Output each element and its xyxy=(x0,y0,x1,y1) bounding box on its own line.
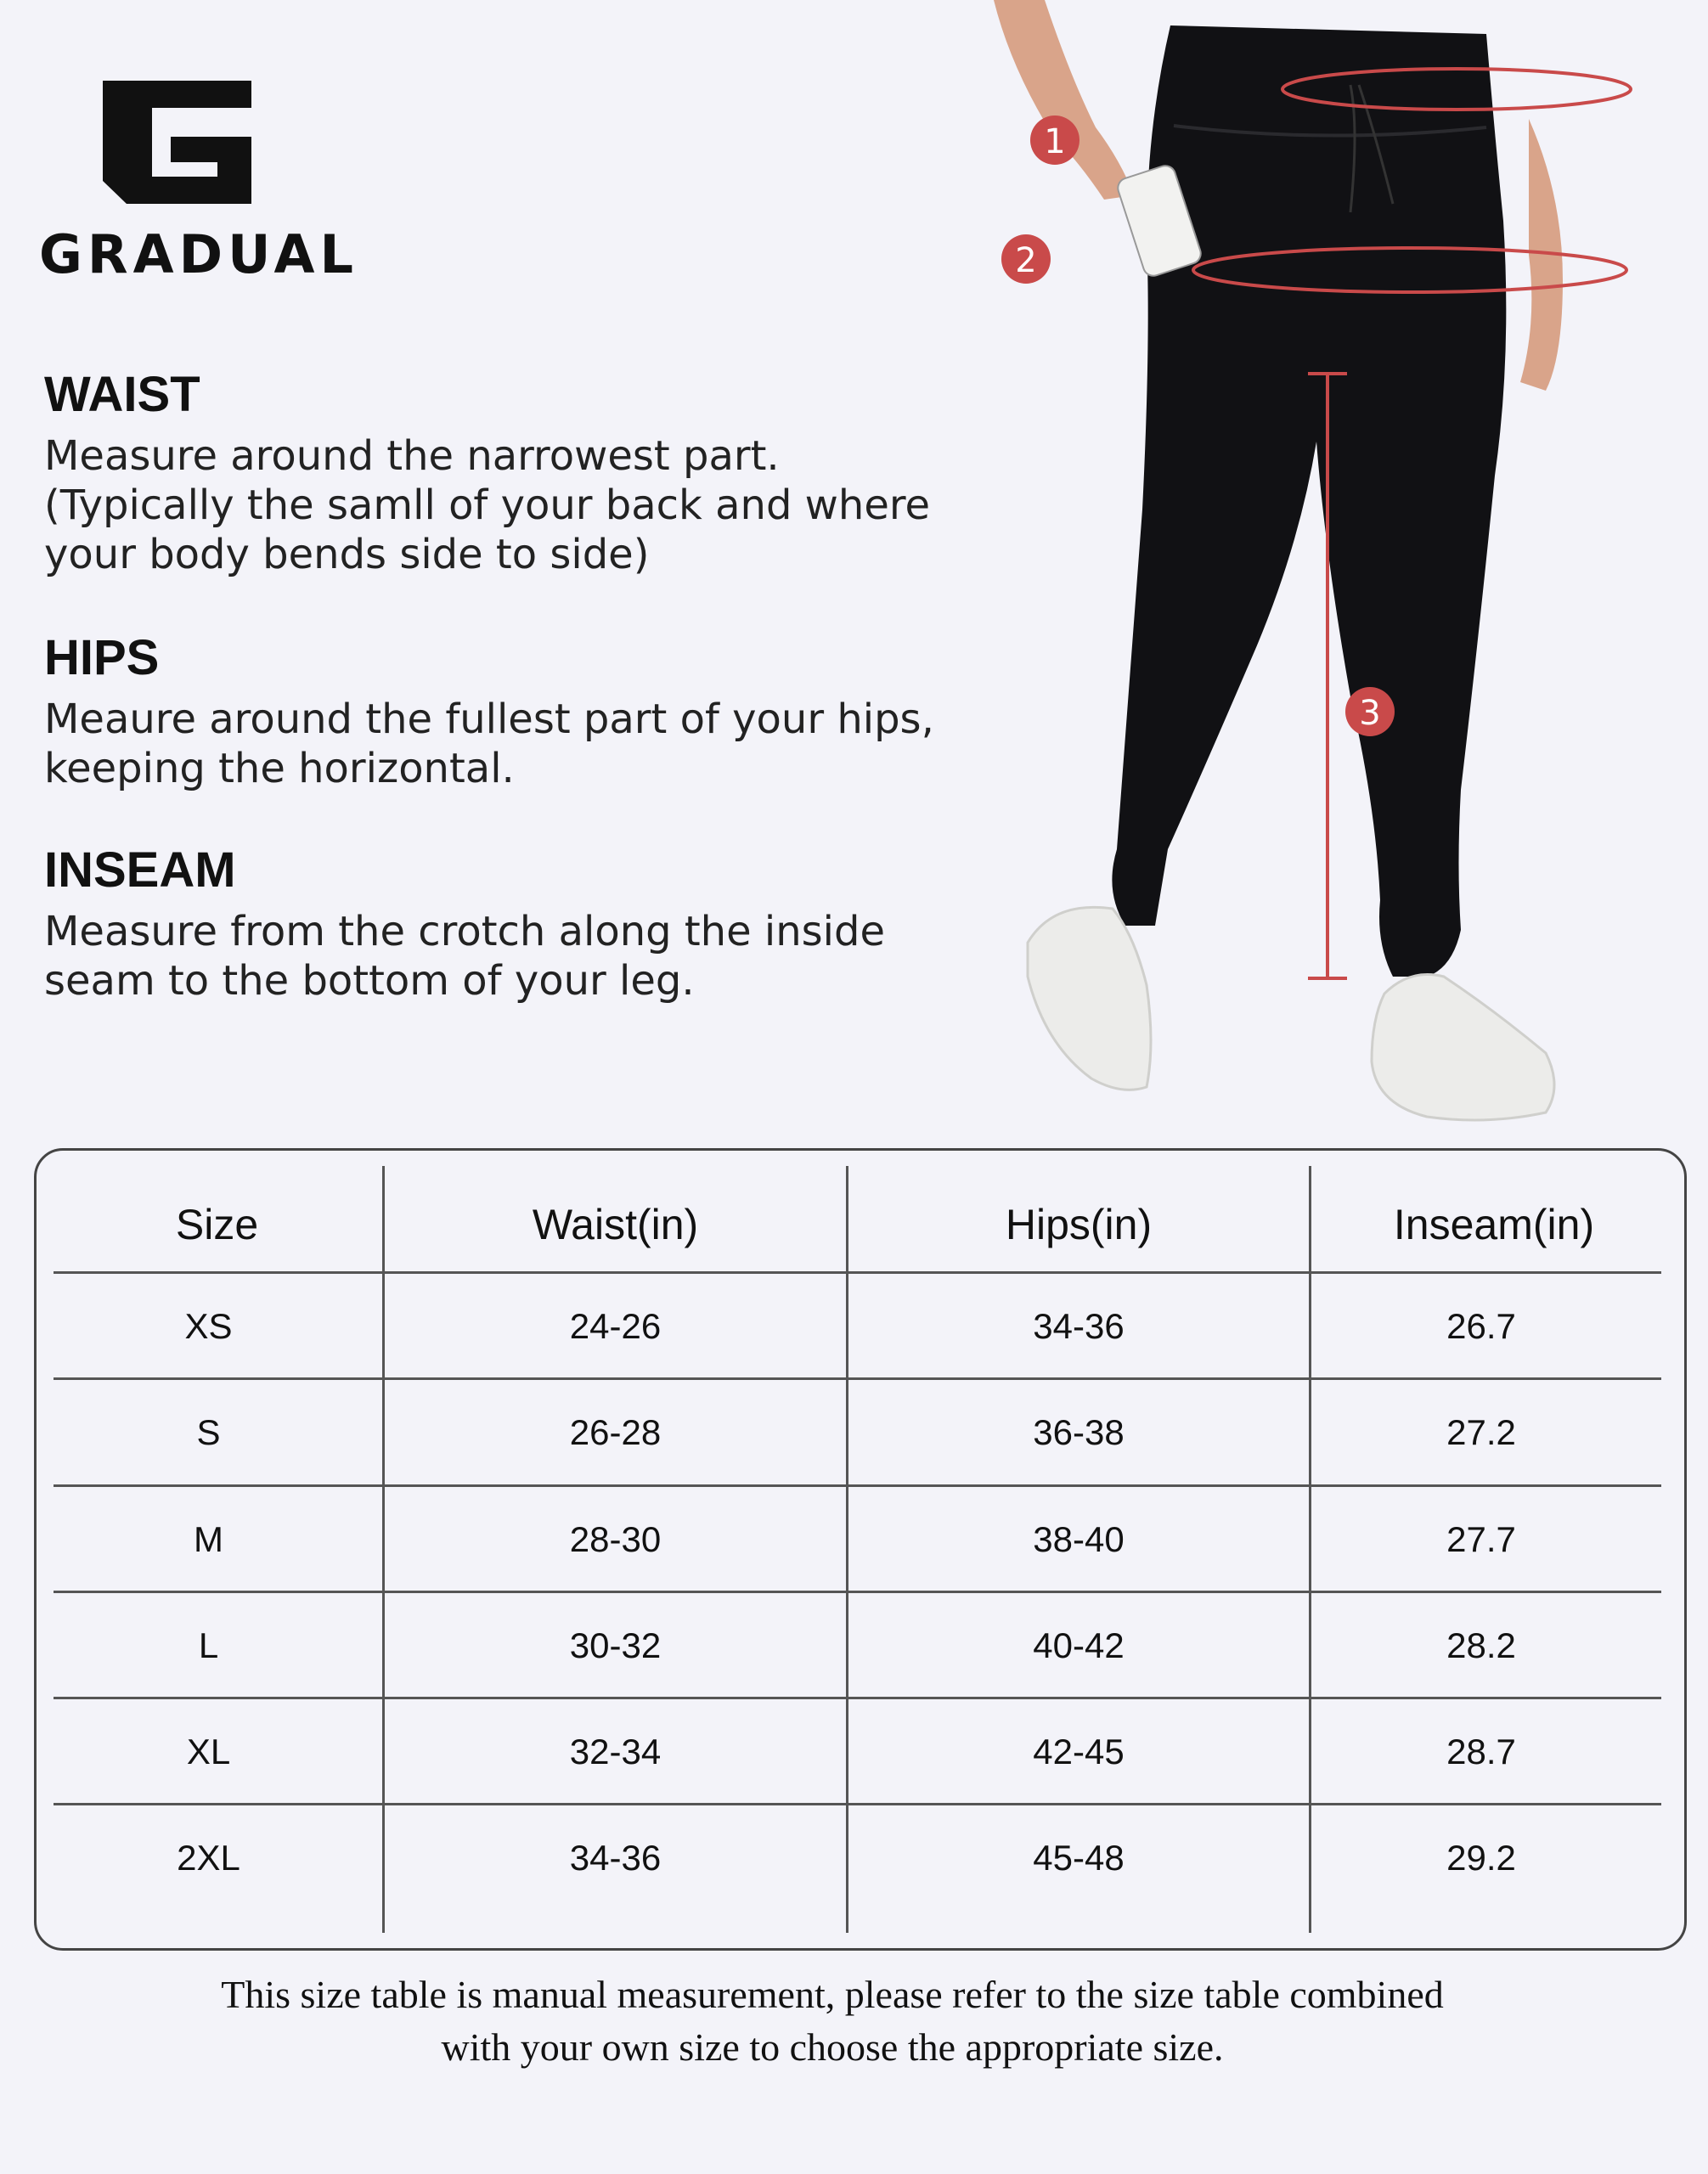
cell-hips: 42-45 xyxy=(1033,1732,1125,1771)
cell-inseam: 29.2 xyxy=(1446,1838,1516,1878)
header-hips: Hips(in) xyxy=(1005,1201,1153,1248)
cell-size: M xyxy=(194,1519,223,1559)
svg-text:3: 3 xyxy=(1359,694,1381,733)
left-shoe-image xyxy=(1028,907,1151,1090)
cell-waist: 34-36 xyxy=(569,1838,662,1878)
marker-2 xyxy=(1001,234,1051,284)
pants-model-figure xyxy=(951,0,1708,1138)
cell-waist: 24-26 xyxy=(569,1306,662,1346)
cell-size: XS xyxy=(184,1306,233,1346)
hips-heading: HIPS xyxy=(44,630,160,685)
cell-inseam: 26.7 xyxy=(1446,1306,1516,1346)
cell-hips: 45-48 xyxy=(1033,1838,1125,1878)
arm-image xyxy=(994,0,1134,200)
marker-3 xyxy=(1345,687,1395,736)
cell-size: XL xyxy=(186,1732,231,1771)
size-table xyxy=(34,1148,1687,1951)
svg-text:1: 1 xyxy=(1044,122,1066,161)
brand-logo xyxy=(39,81,359,285)
cell-hips: 34-36 xyxy=(1033,1306,1125,1346)
marker-1 xyxy=(1030,115,1079,165)
cell-waist: 32-34 xyxy=(569,1732,662,1771)
cell-inseam: 27.7 xyxy=(1446,1519,1516,1559)
cell-waist: 26-28 xyxy=(569,1412,662,1452)
waist-description: Measure around the narrowest part. (Typically the samll of your back and where your body bends side to side) xyxy=(44,432,931,578)
cell-hips: 36-38 xyxy=(1033,1412,1125,1452)
waist-heading: WAIST xyxy=(44,367,200,422)
header-inseam: Inseam(in) xyxy=(1393,1201,1595,1248)
cell-inseam: 27.2 xyxy=(1446,1412,1516,1452)
cell-inseam: 28.2 xyxy=(1446,1625,1516,1665)
cell-waist: 28-30 xyxy=(569,1519,662,1559)
cell-size: 2XL xyxy=(177,1838,240,1878)
inseam-description: Measure from the crotch along the inside seam to the bottom of your leg. xyxy=(44,908,885,1005)
inseam-heading: INSEAM xyxy=(44,842,236,898)
header-waist: Waist(in) xyxy=(532,1201,699,1248)
cell-inseam: 28.7 xyxy=(1446,1732,1516,1771)
hips-description: Meaure around the fullest part of your hips, keeping the horizontal. xyxy=(44,696,934,792)
waist-section xyxy=(44,365,936,579)
cell-waist: 30-32 xyxy=(569,1625,662,1665)
hips-section xyxy=(44,628,936,793)
cell-hips: 38-40 xyxy=(1033,1519,1125,1559)
cell-hips: 40-42 xyxy=(1033,1625,1125,1665)
right-shoe-image xyxy=(1372,975,1554,1121)
brand-name: GRADUAL xyxy=(39,223,359,285)
inseam-section xyxy=(44,841,936,1005)
header-size: Size xyxy=(175,1201,259,1248)
gradual-g-logo-icon xyxy=(103,81,251,204)
cell-size: L xyxy=(198,1625,219,1665)
cell-size: S xyxy=(196,1412,221,1452)
size-footnote: This size table is manual measurement, please refer to the size table combined with your own size to choose the appropriate size. xyxy=(221,1973,1444,2069)
svg-text:2: 2 xyxy=(1015,241,1037,280)
